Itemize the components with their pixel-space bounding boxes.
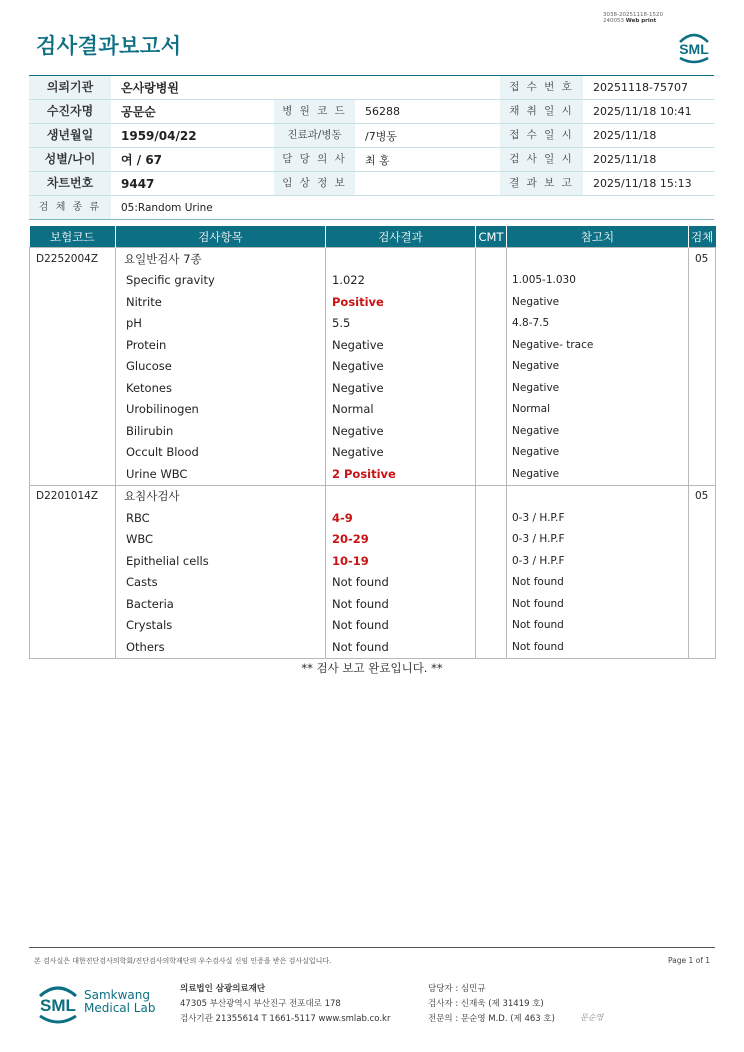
test-result: Positive <box>326 291 476 313</box>
results-header-row <box>30 226 716 248</box>
reference-range: Not found <box>507 615 689 637</box>
test-result: Negative <box>326 334 476 356</box>
info-row <box>29 172 714 196</box>
insurance-code: D2201014Z <box>30 485 116 507</box>
cmt-cell <box>476 485 507 507</box>
test-item: Casts <box>116 572 326 594</box>
org-name: 의료법인 삼광의료재단 <box>180 984 266 994</box>
code-cell <box>30 615 116 637</box>
table-row <box>30 420 716 442</box>
table-row <box>30 442 716 464</box>
dob-label: 생년월일 <box>29 124 111 147</box>
group-header-row <box>30 485 716 507</box>
test-result: 20-29 <box>326 529 476 551</box>
reference-range: 0-3 / H.P.F <box>507 529 689 551</box>
reference-range: Negative <box>507 463 689 485</box>
test-result: Not found <box>326 593 476 615</box>
table-row <box>30 529 716 551</box>
col-header-item: 검사항목 <box>116 226 326 248</box>
cmt-cell <box>476 572 507 594</box>
chart-label: 차트번호 <box>29 172 111 195</box>
cmt-cell <box>476 550 507 572</box>
specimen-cell <box>689 550 716 572</box>
print-code-line1: 3038-20251118-1520 <box>603 12 663 18</box>
cmt-cell <box>476 420 507 442</box>
result-cell <box>326 248 476 270</box>
test-result: 5.5 <box>326 313 476 335</box>
staff-name: 신재욱 (제 31419 호) <box>460 999 544 1009</box>
reference-range: Not found <box>507 636 689 658</box>
org-value: 온사랑병원 <box>121 81 179 95</box>
code-cell <box>30 377 116 399</box>
cmt-cell <box>476 248 507 270</box>
reference-range: Negative- trace <box>507 334 689 356</box>
logo-text: SML <box>679 41 709 57</box>
brand-line1: Samkwang <box>84 988 150 1002</box>
code-cell <box>30 463 116 485</box>
staff-line <box>428 982 555 997</box>
specimen-label: 검 체 종 류 <box>29 196 111 219</box>
group-name: 요일반검사 7종 <box>116 248 326 270</box>
results-table <box>29 226 716 659</box>
result-cell <box>326 485 476 507</box>
specimen-cell <box>689 270 716 292</box>
info-row <box>29 196 714 219</box>
patient-info-table <box>29 75 714 220</box>
test-result: 1.022 <box>326 270 476 292</box>
specimen-cell <box>689 334 716 356</box>
info-row <box>29 100 714 124</box>
test-item: Protein <box>116 334 326 356</box>
specimen-code: 05 <box>689 485 716 507</box>
table-row <box>30 377 716 399</box>
collect-label: 채 취 일 시 <box>500 100 583 123</box>
table-row <box>30 463 716 485</box>
page-number: Page 1 of 1 <box>668 956 711 965</box>
org-contact: 검사기관 21355614 T 1661-5117 www.smlab.co.kr <box>180 1014 391 1024</box>
cmt-cell <box>476 615 507 637</box>
test-item: Urine WBC <box>116 463 326 485</box>
staff-role: 담당자 : <box>428 984 459 994</box>
specimen-cell <box>689 463 716 485</box>
test-result: Negative <box>326 377 476 399</box>
sml-footer-logo-icon <box>36 982 80 1029</box>
group-name: 요침사검사 <box>116 485 326 507</box>
cmt-cell <box>476 291 507 313</box>
staff-role: 전문의 : <box>428 1014 459 1024</box>
clinical-label: 임 상 정 보 <box>274 172 355 195</box>
info-row <box>29 76 714 100</box>
specimen-cell <box>689 291 716 313</box>
code-cell <box>30 291 116 313</box>
test-item: Glucose <box>116 356 326 378</box>
col-header-cmt: CMT <box>476 226 507 248</box>
specimen-cell <box>689 313 716 335</box>
staff-name: 심민규 <box>460 984 486 994</box>
cmt-cell <box>476 529 507 551</box>
test-item: Others <box>116 636 326 658</box>
cmt-cell <box>476 442 507 464</box>
test-item: Crystals <box>116 615 326 637</box>
hospital-code-value: 56288 <box>365 105 400 118</box>
cmt-cell <box>476 593 507 615</box>
test-date-value: 2025/11/18 <box>593 153 657 166</box>
table-row <box>30 270 716 292</box>
name-value: 공문순 <box>121 105 156 119</box>
collect-value: 2025/11/18 10:41 <box>593 105 692 118</box>
code-cell <box>30 572 116 594</box>
code-cell <box>30 636 116 658</box>
cmt-cell <box>476 463 507 485</box>
test-item: Occult Blood <box>116 442 326 464</box>
page-title: 검사결과보고서 <box>36 34 182 58</box>
code-cell <box>30 442 116 464</box>
ref-cell <box>507 248 689 270</box>
footer-divider <box>29 947 715 948</box>
org-address: 47305 부산광역시 부산진구 전포대로 178 <box>180 999 341 1009</box>
test-item: Urobilinogen <box>116 399 326 421</box>
info-row <box>29 124 714 148</box>
group-header-row <box>30 248 716 270</box>
table-row <box>30 356 716 378</box>
staff-role: 검사자 : <box>428 999 459 1009</box>
doctor-value: 최 홍 <box>365 153 390 167</box>
cmt-cell <box>476 270 507 292</box>
code-cell <box>30 270 116 292</box>
test-item: pH <box>116 313 326 335</box>
signature: 문순영 <box>580 1013 604 1022</box>
print-mode: Web print <box>625 18 657 24</box>
specimen-cell <box>689 399 716 421</box>
ref-cell <box>507 485 689 507</box>
print-code-line2: 240053 <box>603 18 624 24</box>
code-cell <box>30 529 116 551</box>
receipt-label: 접 수 일 시 <box>500 124 583 147</box>
specimen-cell <box>689 615 716 637</box>
cmt-cell <box>476 507 507 529</box>
reference-range: Not found <box>507 593 689 615</box>
table-row <box>30 399 716 421</box>
specimen-cell <box>689 636 716 658</box>
code-cell <box>30 593 116 615</box>
brand-line2: Medical Lab <box>84 1001 156 1015</box>
dob-value: 1959/04/22 <box>121 128 197 143</box>
table-row <box>30 550 716 572</box>
col-header-specimen: 검체 <box>689 226 716 248</box>
sexage-value: 여 / 67 <box>121 153 163 167</box>
col-header-ref: 참고치 <box>507 226 689 248</box>
specimen-cell <box>689 572 716 594</box>
test-item: Bilirubin <box>116 420 326 442</box>
cmt-cell <box>476 334 507 356</box>
print-code <box>603 12 693 24</box>
receipt-value: 2025/11/18 <box>593 129 657 142</box>
info-row <box>29 148 714 172</box>
test-item: Ketones <box>116 377 326 399</box>
org-label: 의뢰기관 <box>29 76 111 99</box>
reference-range: 4.8-7.5 <box>507 313 689 335</box>
footer-logo-text: SML <box>40 996 76 1015</box>
dept-value: /7병동 <box>365 129 397 143</box>
org-block <box>180 982 390 1027</box>
reference-range: Negative <box>507 356 689 378</box>
col-header-code: 보험코드 <box>30 226 116 248</box>
test-item: Nitrite <box>116 291 326 313</box>
accession-value: 20251118-75707 <box>593 81 688 94</box>
brand-name <box>84 989 155 1015</box>
test-result: Not found <box>326 615 476 637</box>
reference-range: Not found <box>507 572 689 594</box>
specimen-cell <box>689 377 716 399</box>
reference-range: Negative <box>507 442 689 464</box>
code-cell <box>30 420 116 442</box>
test-item: Epithelial cells <box>116 550 326 572</box>
test-result: Normal <box>326 399 476 421</box>
staff-line <box>428 1012 555 1027</box>
reference-range: 0-3 / H.P.F <box>507 550 689 572</box>
reference-range: Negative <box>507 420 689 442</box>
code-cell <box>30 313 116 335</box>
reference-range: 0-3 / H.P.F <box>507 507 689 529</box>
table-row <box>30 313 716 335</box>
cmt-cell <box>476 356 507 378</box>
specimen-cell <box>689 356 716 378</box>
doctor-label: 담 당 의 사 <box>274 148 355 171</box>
staff-line <box>428 997 555 1012</box>
test-item: WBC <box>116 529 326 551</box>
code-cell <box>30 550 116 572</box>
specimen-cell <box>689 593 716 615</box>
code-cell <box>30 399 116 421</box>
specimen-cell <box>689 420 716 442</box>
table-row <box>30 291 716 313</box>
report-value: 2025/11/18 15:13 <box>593 177 692 190</box>
test-result: Not found <box>326 636 476 658</box>
specimen-cell <box>689 529 716 551</box>
cmt-cell <box>476 636 507 658</box>
cmt-cell <box>476 377 507 399</box>
specimen-cell <box>689 442 716 464</box>
reference-range: 1.005-1.030 <box>507 270 689 292</box>
cmt-cell <box>476 313 507 335</box>
cmt-cell <box>476 399 507 421</box>
sexage-label: 성별/나이 <box>29 148 111 171</box>
hospital-code-label: 병 원 코 드 <box>274 100 355 123</box>
name-label: 수진자명 <box>29 100 111 123</box>
accession-label: 접 수 번 호 <box>500 76 583 99</box>
col-header-result: 검사결과 <box>326 226 476 248</box>
chart-value: 9447 <box>121 176 155 191</box>
test-item: Bacteria <box>116 593 326 615</box>
test-result: 10-19 <box>326 550 476 572</box>
code-cell <box>30 356 116 378</box>
dept-label: 진료과/병동 <box>274 124 355 147</box>
reference-range: Normal <box>507 399 689 421</box>
insurance-code: D2252004Z <box>30 248 116 270</box>
table-row <box>30 572 716 594</box>
code-cell <box>30 507 116 529</box>
test-item: Specific gravity <box>116 270 326 292</box>
report-complete-text: ** 검사 보고 완료입니다. ** <box>301 661 443 675</box>
test-result: Not found <box>326 572 476 594</box>
report-label: 결 과 보 고 <box>500 172 583 195</box>
table-row <box>30 593 716 615</box>
test-result: Negative <box>326 356 476 378</box>
certification-note: 본 검사실은 대한진단검사의학회/진단검사의학재단의 우수검사실 신임 인증을 받은 검사실입니다. <box>34 957 332 965</box>
test-item: RBC <box>116 507 326 529</box>
test-result: 4-9 <box>326 507 476 529</box>
table-row <box>30 615 716 637</box>
specimen-code: 05 <box>689 248 716 270</box>
specimen-cell <box>689 507 716 529</box>
staff-name: 문순영 M.D. (제 463 호) <box>460 1014 555 1024</box>
code-cell <box>30 334 116 356</box>
results-body <box>30 248 716 659</box>
reference-range: Negative <box>507 377 689 399</box>
sml-logo-icon <box>676 28 712 67</box>
test-result: Negative <box>326 442 476 464</box>
table-row <box>30 636 716 658</box>
staff-block <box>428 982 555 1027</box>
specimen-value: 05:Random Urine <box>121 201 213 214</box>
table-row <box>30 507 716 529</box>
test-date-label: 검 사 일 시 <box>500 148 583 171</box>
test-result: Negative <box>326 420 476 442</box>
table-row <box>30 334 716 356</box>
reference-range: Negative <box>507 291 689 313</box>
test-result: 2 Positive <box>326 463 476 485</box>
